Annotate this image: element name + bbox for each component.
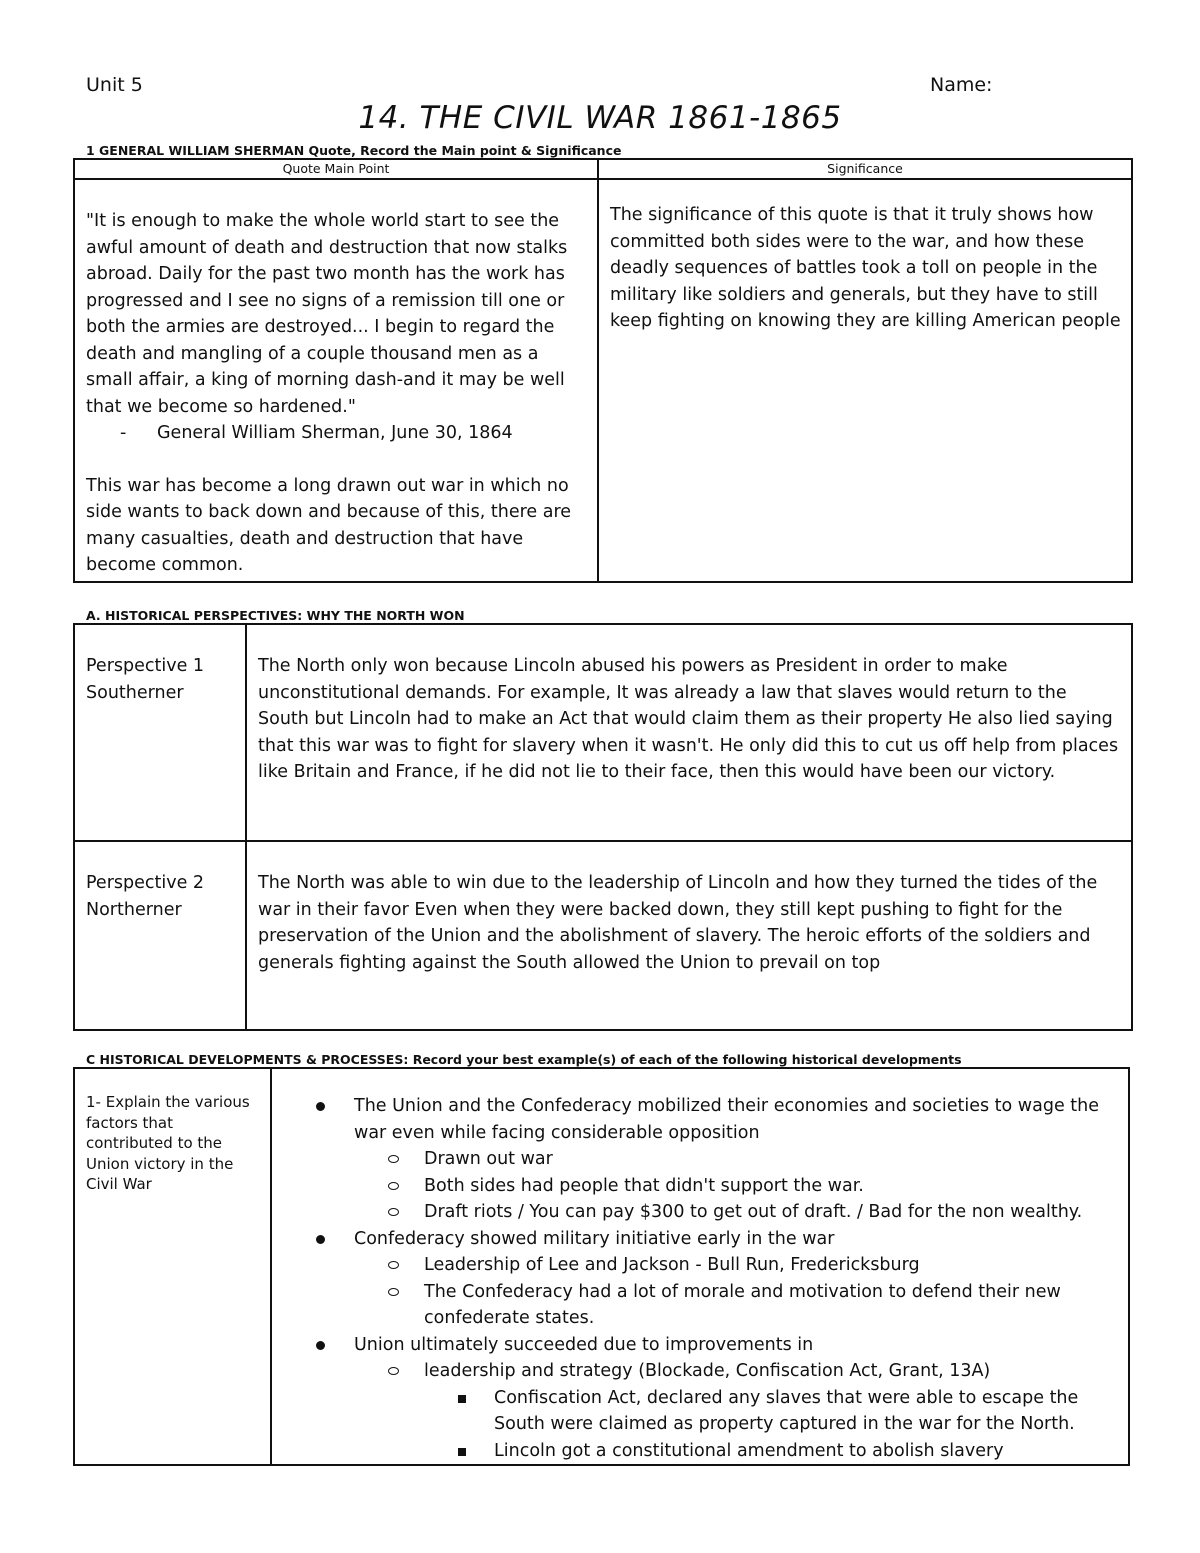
list-item: [272, 1332, 1128, 1359]
perspective-text-cell: [246, 624, 1132, 841]
col-header-significance: Significance: [598, 159, 1132, 179]
square-bullet-icon: [458, 1448, 466, 1456]
circle-bullet-icon: [388, 1261, 399, 1269]
name-label: Name:: [930, 74, 993, 96]
developments-table: [73, 1067, 1130, 1466]
col-header-quote-main-point: Quote Main Point: [74, 159, 598, 179]
perspective-1-role: Southerner: [86, 682, 184, 703]
attribution-dash: -: [120, 423, 127, 443]
sub-bullet-text: Both sides had people that didn't support the war.: [424, 1175, 864, 1196]
quote-attribution: [86, 420, 589, 447]
significance-cell: [598, 179, 1132, 582]
circle-bullet-icon: [388, 1288, 399, 1296]
perspective-row: [74, 624, 1132, 841]
bullet-dot-icon: [316, 1235, 325, 1244]
circle-bullet-icon: [388, 1182, 399, 1190]
perspective-1-title: Perspective 1: [86, 656, 205, 676]
list-item: [272, 1252, 1128, 1279]
sub-bullet-text: leadership and strategy (Blockade, Confiscation Act, Grant, 13A): [424, 1361, 991, 1381]
bullet-dot-icon: [316, 1341, 325, 1350]
perspectives-table: [73, 623, 1133, 1031]
list-item: [272, 1146, 1128, 1173]
list-item: [272, 1199, 1128, 1226]
sub-bullet-text: Leadership of Lee and Jackson - Bull Run, Fredericksburg: [424, 1255, 920, 1275]
sherman-quote: "It is enough to make the whole world start to see the awful amount of death and destruction that now stalks abroad. Daily for the past two month has the work has progressed and I see no signs of a remission till one or both the armies are destroyed... I begin to regard the death and mangling of a couple thousand men as a small affair, a king of morning dash-and it may be well that we become so hardened.": [86, 211, 568, 417]
list-item: [272, 1279, 1128, 1332]
perspective-text-cell: [246, 841, 1132, 1030]
bullet-text: Confederacy showed military initiative early in the war: [354, 1228, 835, 1249]
circle-bullet-icon: [388, 1367, 399, 1375]
sub-sub-bullet-text: Lincoln got a constitutional amendment to abolish slavery: [494, 1440, 1004, 1461]
perspective-2-title: Perspective 2: [86, 873, 205, 893]
unit-label: Unit 5: [86, 74, 143, 96]
perspective-label-cell: [74, 624, 246, 841]
quote-main-point: This war has become a long drawn out war in which no side wants to back down and because of this, there are many casualties, death and destruction that have become common.: [86, 475, 572, 575]
bullet-text: The Union and the Confederacy mobilized their economies and societies to wage the war even while facing considerable opposition: [354, 1096, 1099, 1143]
list-item: [272, 1173, 1128, 1200]
perspective-2-role: Northerner: [86, 899, 182, 920]
sub-bullet-text: Drawn out war: [424, 1149, 553, 1169]
perspective-row: [74, 841, 1132, 1030]
bullet-text: Union ultimately succeeded due to improvements in: [354, 1334, 814, 1355]
section1-label: 1 GENERAL WILLIAM SHERMAN Quote, Record the Main point & Significance: [86, 143, 622, 158]
attribution-text: General William Sherman, June 30, 1864: [157, 423, 513, 443]
perspective-2-text: The North was able to win due to the leadership of Lincoln and how they turned the tides of the war in their favor Even when they were backed down, they still kept pushing to fight for the preservation of the Union and the abolishment of slavery. The heroic efforts of the soldiers and generals fighting against the South allowed the Union to prevail on top: [258, 873, 1098, 973]
list-item: [272, 1358, 1128, 1385]
sub-sub-bullet-text: Confiscation Act, declared any slaves that were able to escape the South were claimed as property captured in the war for the North.: [494, 1387, 1079, 1434]
development-answer-cell: [271, 1068, 1129, 1465]
significance-text: The significance of this quote is that it truly shows how committed both sides were to the war, and how these deadly sequences of battles took a toll on people in the military like soldiers and generals, but they have to still keep fighting on knowing they are killing American people: [610, 205, 1121, 331]
circle-bullet-icon: [388, 1208, 399, 1216]
perspective-label-cell: [74, 841, 246, 1030]
list-item: [272, 1226, 1128, 1253]
list-item: [272, 1438, 1128, 1465]
circle-bullet-icon: [388, 1155, 399, 1163]
development-prompt-cell: [74, 1068, 271, 1465]
sub-bullet-text: The Confederacy had a lot of morale and motivation to defend their new confederate states.: [424, 1281, 1061, 1328]
perspective-1-text: The North only won because Lincoln abused his powers as President in order to make unconstitutional demands. For example, It was already a law that slaves would return to the South but Lincoln had to make an Act that would claim them as their property He also lied saying that this war was to fight for slavery when it wasn't. He only did this to cut us off help from places like Britain and France, if he did not lie to their face, then this would have been our victory.: [258, 656, 1119, 782]
quote-cell: [74, 179, 598, 582]
sectionC-label: C HISTORICAL DEVELOPMENTS & PROCESSES: Record your best example(s) of each of the following historical developments: [86, 1052, 962, 1067]
page-title: 14. THE CIVIL WAR 1861-1865: [358, 100, 842, 136]
bullet-dot-icon: [316, 1102, 325, 1111]
list-item: [272, 1385, 1128, 1438]
sherman-quote-table: [73, 158, 1133, 583]
sub-bullet-text: Draft riots / You can pay $300 to get out of draft. / Bad for the non wealthy.: [424, 1202, 1083, 1222]
development-prompt: 1- Explain the various factors that contributed to the Union victory in the Civil War: [86, 1093, 250, 1193]
list-item: [272, 1093, 1128, 1146]
square-bullet-icon: [458, 1395, 466, 1403]
sectionA-label: A. HISTORICAL PERSPECTIVES: WHY THE NORTH WON: [86, 608, 465, 623]
